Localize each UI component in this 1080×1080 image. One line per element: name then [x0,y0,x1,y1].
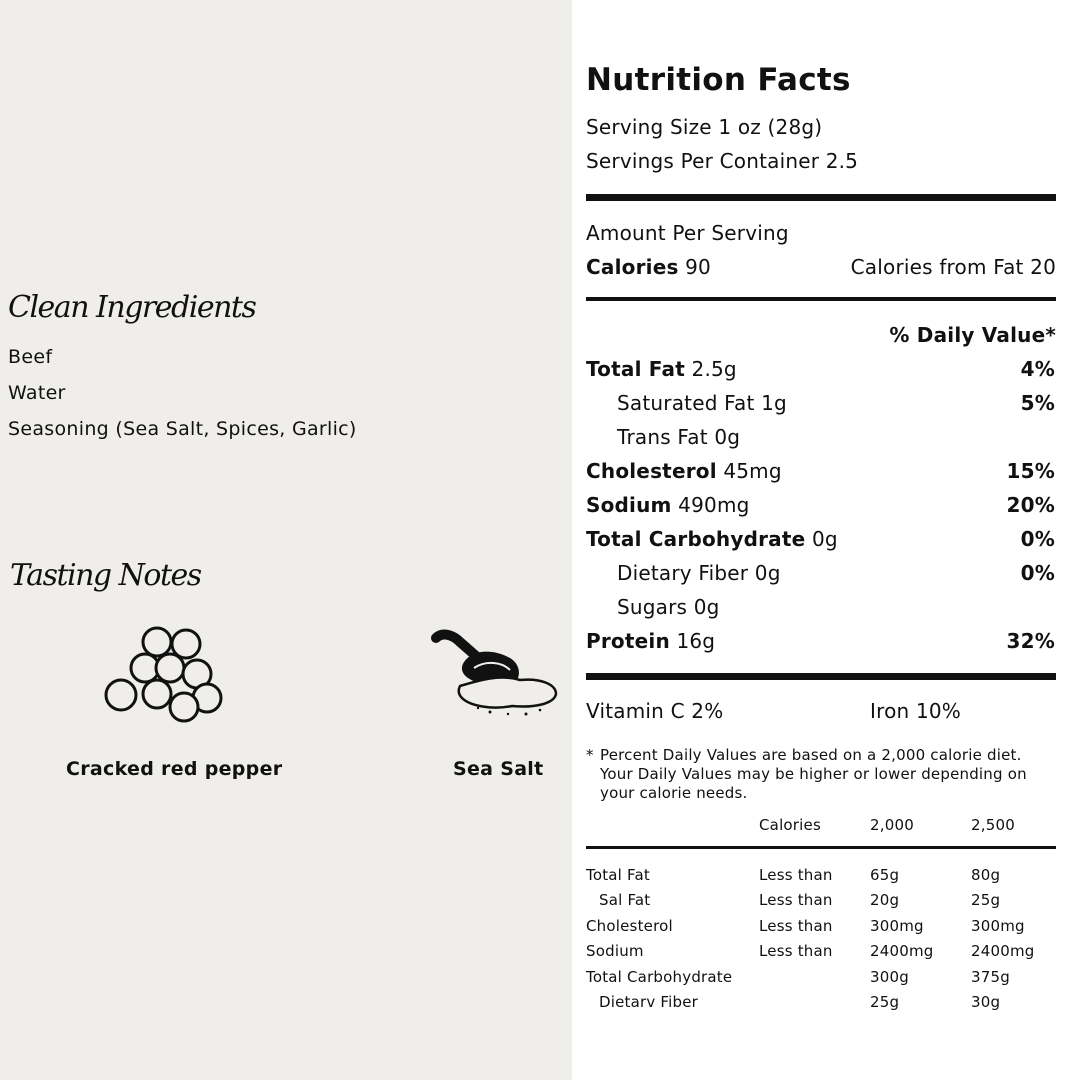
nutrient-amount: 0g [714,425,741,449]
footnote [586,746,1046,803]
nutrient-name: Total Carbohydrate [586,527,806,551]
iron: Iron 10% [870,699,962,723]
footnote-star: * [586,746,594,764]
nutrient-amount: 0g [811,527,838,551]
nutrient-amount: 0g [754,561,781,585]
nutrient-row [586,629,1056,661]
nutrient-row [586,527,1056,559]
nutrient-row [586,391,1056,423]
tasting-note-label: Sea Salt [453,758,544,780]
dv-cell: Sodium [586,942,644,960]
dv-table-header [586,816,1056,838]
dv-cell: Total Fat [586,866,650,884]
nutrient-row [586,357,1056,389]
medium-divider [586,297,1056,301]
nutrient-dv: 4% [1020,357,1055,381]
nutrient-row [586,561,1056,593]
dv-cell: Less than [759,942,833,960]
calories-value: 90 [685,255,711,279]
dv-cell: 300mg [971,917,1025,935]
dv-cell: 300mg [870,917,924,935]
dv-cell: 375g [971,968,1010,986]
dv-cell: Total Carbohydrate [586,968,733,986]
nutrient-amount: 1g [761,391,787,415]
nutrient-name: Sodium [586,493,672,517]
nutrient-amount: 16g [676,629,716,653]
calories-line [586,255,711,279]
table-divider [586,846,1056,849]
thick-divider [586,194,1056,201]
nutrition-facts-panel [572,0,1080,1080]
dv-cell: Less than [759,891,833,909]
servings-per-container: Servings Per Container 2.5 [586,149,859,173]
dv-cell: Dietarv Fiber [599,993,699,1011]
table-row [586,866,1056,888]
nutrient-name: Dietary Fiber [617,561,749,585]
dv-cell: Sal Fat [599,891,651,909]
salt-scoop-icon [430,628,562,718]
amount-per-serving: Amount Per Serving [586,221,789,245]
nutrient-row [586,459,1056,491]
nutrient-dv: 20% [1006,493,1055,517]
dv-header-cell: 2,000 [870,816,914,834]
table-row [586,942,1056,964]
vitamin-c: Vitamin C 2% [586,699,724,723]
nutrient-name: Total Fat [586,357,685,381]
tasting-notes-heading: Tasting Notes [10,558,201,593]
dv-cell: 25g [870,993,900,1011]
nutrient-name: Protein [586,629,670,653]
nutrient-row [586,595,1056,627]
nutrient-dv: 0% [1020,561,1055,585]
dv-cell: 80g [971,866,1001,884]
calories-label: Calories [586,255,679,279]
nutrient-row [586,425,1056,457]
dv-header-cell: Calories [759,816,821,834]
peppercorns-icon [100,624,230,724]
dv-cell: 2400mg [870,942,934,960]
dv-cell: Less than [759,866,833,884]
tasting-note-label: Cracked red pepper [66,758,283,780]
dv-cell: 30g [971,993,1001,1011]
nutrient-name: Saturated Fat [617,391,755,415]
nutrient-name: Cholesterol [586,459,717,483]
nutrition-facts-title: Nutrition Facts [586,62,851,98]
nutrient-name: Trans Fat [617,425,708,449]
dv-header-cell: 2,500 [971,816,1015,834]
table-row [586,917,1056,939]
table-row [586,993,1056,1015]
table-row [586,968,1056,990]
nutrient-amount: 45mg [723,459,782,483]
nutrient-row [586,493,1056,525]
nutrient-name: Sugars [617,595,688,619]
dv-cell: 2400mg [971,942,1035,960]
nutrient-amount: 490mg [678,493,750,517]
nutrient-dv: 15% [1006,459,1055,483]
dv-cell: 25g [971,891,1001,909]
nutrient-amount: 2.5g [691,357,737,381]
daily-value-header: % Daily Value* [889,323,1056,347]
nutrient-amount: 0g [693,595,720,619]
thick-divider [586,673,1056,680]
ingredient-item: Water [8,382,66,404]
dv-cell: 300g [870,968,909,986]
dv-cell: 20g [870,891,900,909]
nutrient-dv: 32% [1006,629,1055,653]
ingredient-item: Seasoning (Sea Salt, Spices, Garlic) [8,418,357,440]
ingredient-item: Beef [8,346,53,368]
nutrient-dv: 0% [1020,527,1055,551]
serving-size: Serving Size 1 oz (28g) [586,115,823,139]
clean-ingredients-heading: Clean Ingredients [8,290,256,325]
footnote-text: Percent Daily Values are based on a 2,000 calorie diet. Your Daily Values may be higher or lower depending on your calorie needs. [600,746,1027,802]
dv-cell: Less than [759,917,833,935]
dv-cell: Cholesterol [586,917,673,935]
dv-cell: 65g [870,866,900,884]
table-row [586,891,1056,913]
calories-from-fat: Calories from Fat 20 [850,255,1056,279]
nutrient-dv: 5% [1020,391,1055,415]
